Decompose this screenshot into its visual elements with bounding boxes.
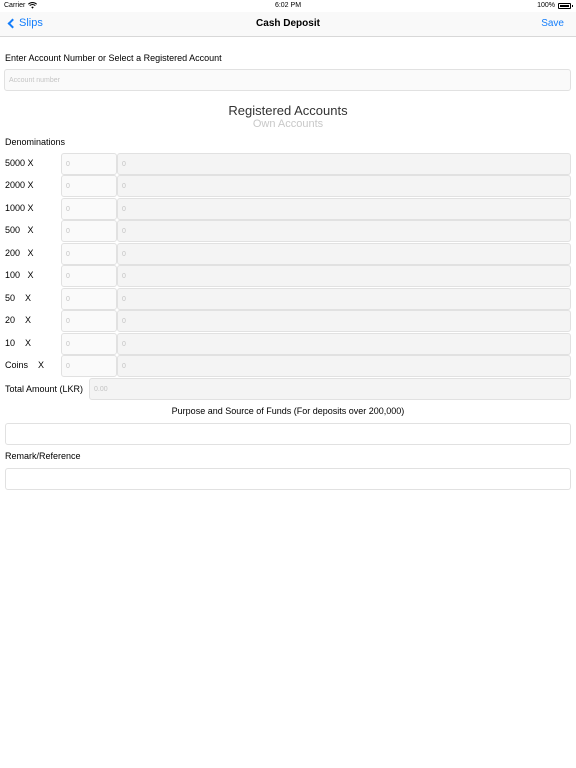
denomination-amount-field: 0 xyxy=(117,243,571,265)
denomination-row-1000 xyxy=(0,198,576,220)
denomination-label: 200 X xyxy=(5,248,34,258)
account-prompt-label: Enter Account Number or Select a Registered Account xyxy=(5,53,222,63)
page-title: Cash Deposit xyxy=(256,18,320,29)
denomination-count-input[interactable]: 0 xyxy=(61,153,117,175)
denomination-amount-field: 0 xyxy=(117,198,571,220)
denomination-count-input[interactable]: 0 xyxy=(61,355,117,377)
navigation-bar xyxy=(0,12,576,37)
denomination-amount-field: 0 xyxy=(117,220,571,242)
total-amount-label: Total Amount (LKR) xyxy=(5,384,84,394)
denomination-amount-field: 0 xyxy=(117,310,571,332)
status-time: 6:02 PM xyxy=(274,2,302,9)
registered-accounts-title: Registered Accounts xyxy=(228,103,348,118)
status-bar xyxy=(0,0,576,12)
denomination-amount-field: 0 xyxy=(117,333,571,355)
denomination-label: 10 X xyxy=(5,338,32,348)
denomination-amount-field: 0 xyxy=(117,288,571,310)
battery-status xyxy=(537,2,571,9)
purpose-input[interactable] xyxy=(5,423,571,445)
battery-icon xyxy=(558,3,571,9)
denomination-label: 20 X xyxy=(5,315,32,325)
total-amount-field: 0.00 xyxy=(89,378,571,400)
purpose-label: Purpose and Source of Funds (For deposits over 200,000) xyxy=(171,406,405,416)
denomination-count-input[interactable]: 0 xyxy=(61,198,117,220)
denomination-count-input[interactable]: 0 xyxy=(61,175,117,197)
denomination-row-2000 xyxy=(0,175,576,197)
denomination-row-20 xyxy=(0,310,576,332)
denomination-label: 5000 X xyxy=(5,158,34,168)
denomination-count-input[interactable]: 0 xyxy=(61,288,117,310)
denomination-label: 1000 X xyxy=(5,203,34,213)
denomination-label: 100 X xyxy=(5,270,34,280)
registered-accounts-picker[interactable] xyxy=(0,117,576,130)
denomination-row-500 xyxy=(0,220,576,242)
denomination-count-input[interactable]: 0 xyxy=(61,265,117,287)
save-button[interactable]: Save xyxy=(541,18,564,29)
denomination-label: Coins X xyxy=(5,360,45,370)
battery-percent: 100% xyxy=(537,2,555,9)
denomination-row-200 xyxy=(0,243,576,265)
denomination-row-50 xyxy=(0,288,576,310)
account-number-input[interactable]: Account number xyxy=(4,69,571,91)
carrier-label: Carrier xyxy=(4,2,26,9)
denomination-label: 50 X xyxy=(5,293,32,303)
remark-input[interactable] xyxy=(5,468,571,490)
remark-label: Remark/Reference xyxy=(5,451,81,461)
denomination-row-5000 xyxy=(0,153,576,175)
denomination-count-input[interactable]: 0 xyxy=(61,333,117,355)
back-button-label: Slips xyxy=(19,17,43,29)
denomination-row-100 xyxy=(0,265,576,287)
denominations-title: Denominations xyxy=(5,137,66,147)
denomination-amount-field: 0 xyxy=(117,175,571,197)
denomination-row-coins xyxy=(0,355,576,377)
total-amount-row xyxy=(0,378,576,400)
denomination-amount-field: 0 xyxy=(117,355,571,377)
denomination-count-input[interactable]: 0 xyxy=(61,310,117,332)
denomination-label: 500 X xyxy=(5,225,34,235)
denomination-amount-field: 0 xyxy=(117,265,571,287)
denomination-count-input[interactable]: 0 xyxy=(61,243,117,265)
denomination-amount-field: 0 xyxy=(117,153,571,175)
denomination-count-input[interactable]: 0 xyxy=(61,220,117,242)
denomination-row-10 xyxy=(0,333,576,355)
denomination-label: 2000 X xyxy=(5,180,34,190)
registered-accounts-option[interactable]: Own Accounts xyxy=(252,118,324,130)
